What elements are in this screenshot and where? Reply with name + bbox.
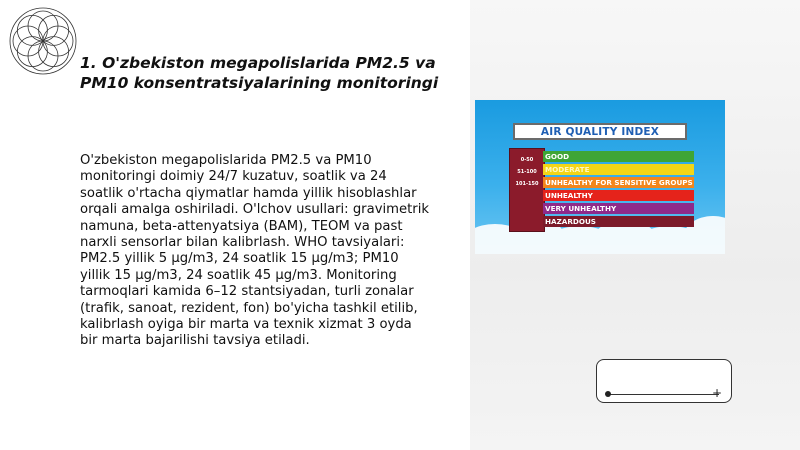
aqi-band-sensitive: UNHEALTHY FOR SENSITIVE GROUPS bbox=[545, 178, 693, 187]
dot-icon[interactable] bbox=[605, 391, 611, 397]
aqi-title: AIR QUALITY INDEX bbox=[513, 123, 687, 140]
aqi-scale-column bbox=[509, 148, 545, 232]
aqi-scale-label: 0-50 bbox=[520, 157, 534, 163]
slider-track[interactable] bbox=[607, 394, 719, 395]
slide-body-text: O'zbekiston megapolislarida PM2.5 va PM10 monitoringi doimiy 24/7 kuzatuv, soatlik va 24 soatlik o'rtacha qiymatlar hamda yillik hisoblashlar orqali amalga oshiriladi. O'lchov usullari: gravimetrik namuna, beta-attenyatsiya (BAM), TEOM va past narxli sensorlar bilan kalibrlash. WHO tavsiyalari: PM2.5 yillik 5 µg/m3, 24 soatlik 15 µg/m3; PM10 yillik 15 µg/m3, 24 soatlik 45 µg/m3. Monitoring tarmoqlari kamida 6–12 stantsiyadan, turli zonalar (trafik, sanoat, rezident, fon) bo'yicha tashkil etilib, kalibrlash oyiga bir marta va texnik xizmat 3 oyda bir marta bajarilishi tavsiya etiladi. bbox=[80, 153, 430, 349]
air-quality-index-image bbox=[475, 100, 725, 254]
aqi-band-unhealthy: UNHEALTHY bbox=[543, 190, 694, 201]
aqi-band-very-unhealthy: VERY UNHEALTHY bbox=[543, 203, 694, 214]
aqi-band-moderate: MODERATE bbox=[543, 164, 694, 175]
aqi-scale-label: 51-100 bbox=[517, 169, 537, 175]
slider-widget[interactable] bbox=[596, 359, 732, 403]
geometric-circle-logo-icon bbox=[8, 6, 78, 76]
slide-title: 1. O'zbekiston megapolislarida PM2.5 va PM10 konsentratsiyalarining monitoringi bbox=[80, 54, 439, 92]
plus-icon[interactable]: + bbox=[711, 386, 722, 400]
aqi-scale-label: 101-150 bbox=[515, 181, 539, 187]
aqi-band-hazardous: HAZARDOUS bbox=[543, 216, 694, 227]
aqi-band-good: GOOD bbox=[543, 151, 694, 162]
